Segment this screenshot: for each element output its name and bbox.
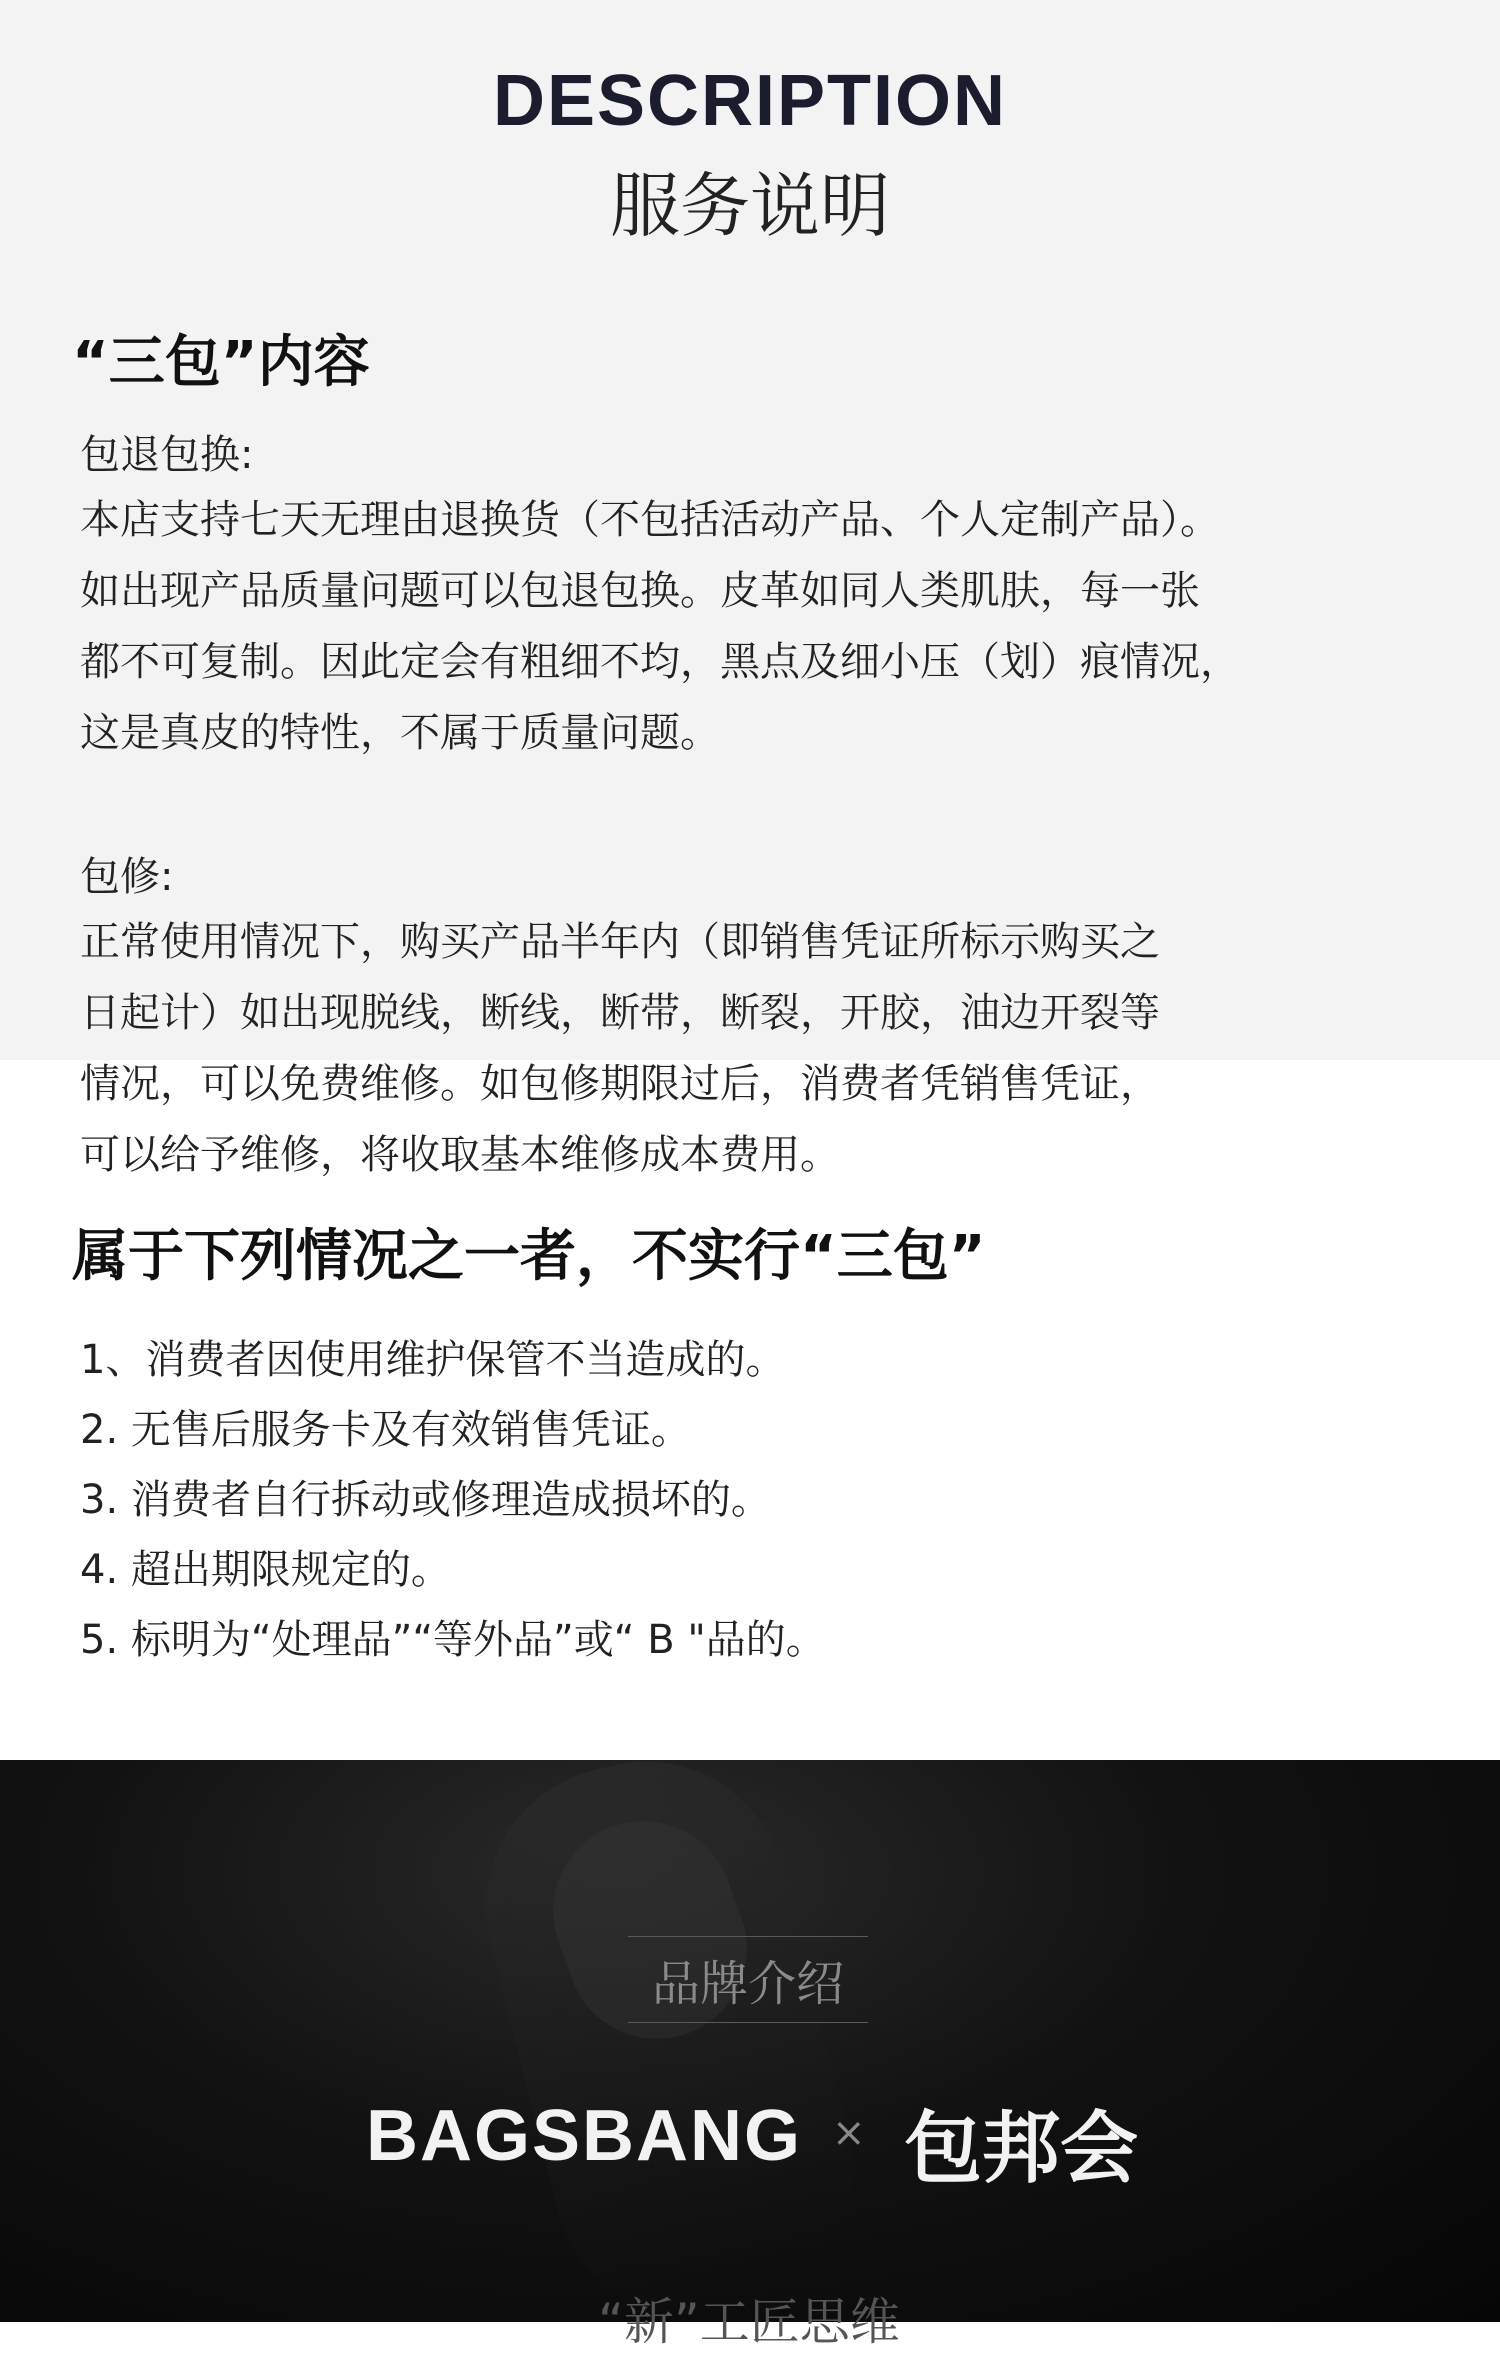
- return-exchange-paragraph: [80, 485, 1240, 769]
- repair-line: 日起计）如出现脱线，断线，断带，断裂，开胶，油边开裂等: [80, 990, 1160, 1036]
- brand-name-cn: 包邦会: [904, 2104, 1139, 2194]
- list-item: 3. 消费者自行拆动或修理造成损坏的。: [80, 1477, 771, 1523]
- page-title-en: DESCRIPTION: [492, 61, 1008, 141]
- brand-name-en: BAGSBANG: [366, 2096, 803, 2176]
- exclusions-list: [80, 1325, 826, 1675]
- repair-line: 正常使用情况下，购买产品半年内（即销售凭证所标示购买之: [80, 919, 1160, 965]
- return-line: 如出现产品质量问题可以包退包换。皮革如同人类肌肤，每一张: [80, 568, 1200, 614]
- repair-paragraph: [80, 907, 1160, 1191]
- repair-line: 情况，可以免费维修。如包修期限过后，消费者凭销售凭证，: [80, 1061, 1160, 1107]
- return-line: 本店支持七天无理由退换货（不包括活动产品、个人定制产品）。: [80, 497, 1220, 543]
- exclusions-section-title: 属于下列情况之一者，不实行“三包”: [72, 1224, 986, 1289]
- repair-label: 包修:: [80, 854, 174, 900]
- brand-banner: [0, 1760, 1500, 2322]
- list-item: 4. 超出期限规定的。: [80, 1547, 451, 1593]
- list-item: 1、消费者因使用维护保管不当造成的。: [80, 1337, 786, 1383]
- brand-intro-label: 品牌介绍: [628, 1936, 868, 2023]
- repair-line: 可以给予维修，将收取基本维修成本费用。: [80, 1132, 840, 1178]
- brand-tagline: “新”工匠思维: [598, 2293, 900, 2351]
- brand-separator: ×: [832, 2110, 866, 2156]
- return-exchange-label: 包退包换:: [80, 432, 254, 478]
- page-title-cn: 服务说明: [610, 165, 890, 247]
- return-line: 都不可复制。因此定会有粗细不均，黑点及细小压（划）痕情况，: [80, 639, 1240, 685]
- sanbao-section-title: “三包”内容: [72, 330, 370, 395]
- list-item: 2. 无售后服务卡及有效销售凭证。: [80, 1407, 691, 1453]
- return-line: 这是真皮的特性，不属于质量问题。: [80, 710, 720, 756]
- list-item: 5. 标明为“处理品”“等外品”或“ B "品的。: [80, 1617, 826, 1663]
